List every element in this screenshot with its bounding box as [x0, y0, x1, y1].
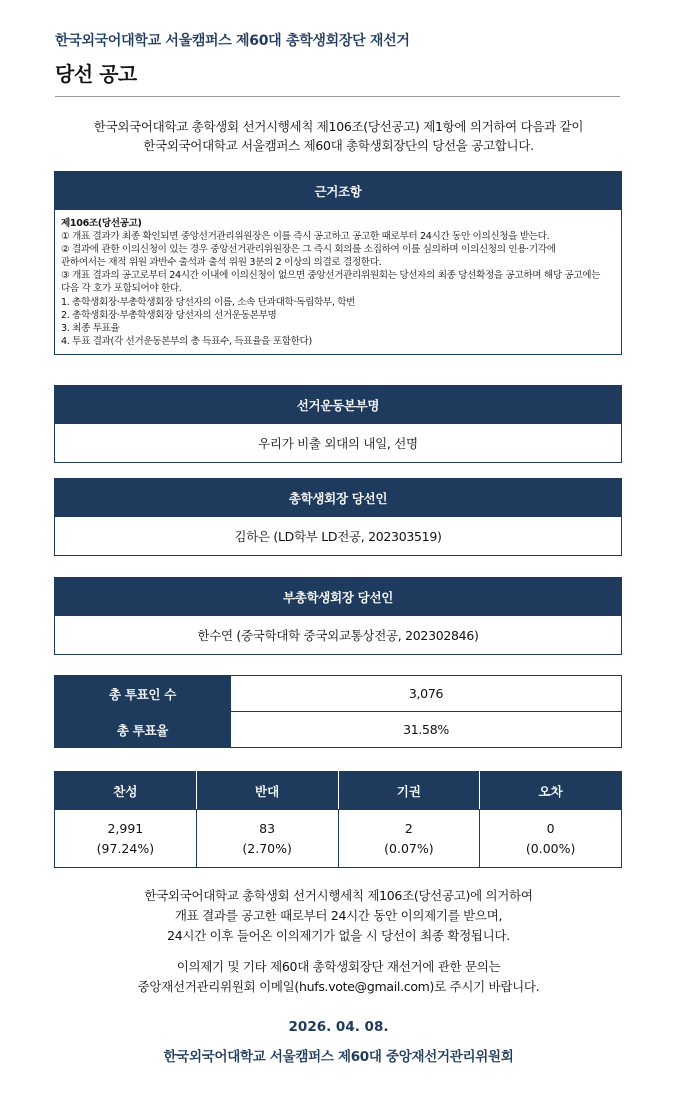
intro-line-2: 한국외국어대학교 서울캠퍼스 제60대 총학생회장단의 당선을 공고합니다. [143, 138, 534, 153]
result-percent: (0.07%) [384, 840, 434, 856]
legal-line: 다음 각 호가 포함되어야 한다. [61, 283, 182, 295]
table-row [55, 676, 622, 712]
result-cell-abstain [338, 810, 480, 868]
result-count: 2,991 [107, 820, 144, 836]
president-box [54, 478, 622, 556]
vice-president-box [54, 577, 622, 655]
campaign-name: 우리가 비출 외대의 내일, 선명 [258, 436, 418, 451]
legal-basis-text [55, 210, 621, 354]
president-heading: 총학생회장 당선인 [55, 479, 621, 517]
confirmation-notice [55, 886, 622, 946]
result-header-oppose: 반대 [196, 772, 338, 810]
issuing-organization: 한국외국어대학교 서울캠퍼스 제60대 중앙재선거관리위원회 [163, 1049, 514, 1065]
result-count: 0 [546, 820, 555, 836]
campaign-heading: 선거운동본부명 [55, 386, 621, 424]
intro-line-1: 한국외국어대학교 총학생회 선거시행세칙 제106조(당선공고) 제1항에 의거하여 다음과 같이 [93, 119, 584, 134]
table-header-row [55, 772, 622, 810]
vice-president-value: 한수연 (중국학대학 중국외교통상전공, 202302846) [197, 628, 479, 643]
vice-president-heading: 부총학생회장 당선인 [55, 578, 621, 616]
contact-notice [55, 957, 622, 997]
page-title: 당선 공고 [55, 62, 137, 86]
notice-date: 2026. 04. 08. [288, 1019, 389, 1035]
legal-line: 3. 최종 투표율 [61, 322, 120, 334]
result-percent: (2.70%) [242, 840, 292, 856]
notice-line: 24시간 이후 들어온 이의제기가 없을 시 당선이 최종 확정됩니다. [167, 928, 510, 943]
result-cell-oppose [196, 810, 338, 868]
turnout-label: 총 투표율 [55, 712, 231, 748]
contact-line: 이의제기 및 기타 제60대 총학생회장단 재선거에 관한 문의는 [176, 959, 501, 974]
legal-line: 4. 투표 결과(각 선거운동본부의 총 득표수, 득표율을 포함한다) [61, 335, 312, 347]
legal-line: ③ 개표 결과의 공고로부터 24시간 이내에 이의신청이 없으면 중앙선거관리위원회는 당선자의 최종 당선확정을 공고하며 해당 공고에는 [61, 270, 601, 282]
notice-subtitle: 한국외국어대학교 서울캠퍼스 제60대 총학생회장단 재선거 [55, 33, 410, 49]
turnout-value: 31.58% [231, 712, 622, 748]
total-voters-value: 3,076 [231, 676, 622, 712]
result-percent: (0.00%) [525, 840, 576, 856]
result-count: 83 [259, 820, 276, 836]
notice-line: 한국외국어대학교 총학생회 선거시행세칙 제106조(당선공고)에 의거하여 [144, 888, 533, 903]
intro-paragraph [55, 117, 622, 155]
result-count: 2 [404, 820, 413, 836]
result-header-error: 오차 [480, 772, 622, 810]
total-voters-label: 총 투표인 수 [55, 676, 231, 712]
legal-line: 1. 총학생회장·부총학생회장 당선자의 이름, 소속 단과대학·독립학부, 학번 [61, 296, 356, 308]
legal-line: 관하여서는 재적 위원 과반수 출석과 출석 위원 3분의 2 이상의 의결로 결정한다. [61, 257, 382, 269]
legal-line: 2. 총학생회장·부총학생회장 당선자의 선거운동본부명 [61, 309, 277, 321]
table-row [55, 712, 622, 748]
result-cell-error [480, 810, 622, 868]
table-row [55, 810, 622, 868]
contact-line: 중앙재선거관리위원회 이메일(hufs.vote@gmail.com)로 주시기 바랍니다. [137, 979, 540, 994]
legal-basis-box [54, 171, 622, 355]
legal-basis-heading: 근거조항 [55, 172, 621, 210]
notice-line: 개표 결과를 공고한 때로부터 24시간 동안 이의제기를 받으며, [174, 908, 503, 923]
legal-line: ② 결과에 관한 이의신청이 있는 경우 중앙선거관리위원장은 그 즉시 회의를 소집하여 이를 심의하며 이의신청의 인용·기각에 [61, 244, 556, 256]
result-percent: (97.24%) [96, 840, 155, 856]
result-cell-approve [55, 810, 197, 868]
title-divider [55, 96, 620, 97]
result-header-abstain: 기권 [338, 772, 480, 810]
result-header-approve: 찬성 [55, 772, 197, 810]
campaign-box [54, 385, 622, 463]
turnout-table [54, 675, 622, 748]
president-value: 김하은 (LD학부 LD전공, 202303519) [234, 529, 442, 544]
legal-line: ① 개표 결과가 최종 확인되면 중앙선거관리위원장은 이를 즉시 공고하고 공고한 때로부터 24시간 동안 이의신청을 받는다. [61, 231, 550, 243]
vote-results-table [54, 771, 622, 868]
article-title: 제106조(당선공고) [61, 218, 142, 229]
